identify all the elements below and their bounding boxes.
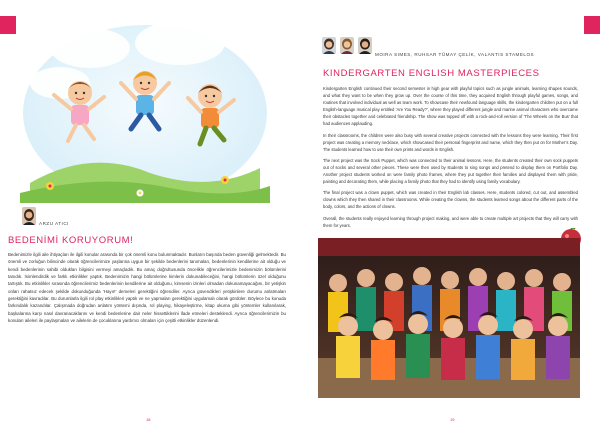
page-number: 18 xyxy=(146,417,151,422)
page-title: BEDENİMİ KORUYORUM! xyxy=(8,235,134,246)
author-name: ARZU ATICI xyxy=(39,221,69,226)
paragraph: Kindergarten English continued their second semester in high gear with playful topics such as jungle animals, learning shapes sounds, and what they want to be when they grow up. Over the course of this time, they acquired English through playful games, songs, and routines that involved individual as well as team work. To showcase their newfound language skills, the kindergarten children put on a full English-language musical play entitled ‘Are You Ready?’, where they played different jungle and marine animal characters who overcame their obstacles together and celebrated friendship. The show was topped off with a rock-and-roll version of ‘The Wheels on the Bus’ that had audiences applauding. xyxy=(323,86,578,127)
article-body xyxy=(323,85,578,233)
class-photo xyxy=(318,238,580,398)
authors: MOIRA SIMES, RUHSAR TÜMAY ÇELİK, VALANTIS STAMELOS xyxy=(375,52,535,57)
children-jumping-illustration xyxy=(20,8,270,203)
author-photo-3 xyxy=(358,37,372,54)
article-body: Bedenimizle ilgili aile ihtiyaçları ile ilgili konular arasında bir çok önemli konu bulunmaktadır. Bunların başında beden güvenliği gelmektedir. Bu önemli ve zorluğun bilincinde olarak öğrencilerimize yaşlarına uygun bir şekilde bedenlerini tanımaları, bedenlerinin kendilerine ait olduğu ve kendi bedenlerinin sahibi oldukları bilgisini vermeyi amaçladık. Bu amaç doğrultusunda öncelikle öğrencilerimizle bedenimizin bölümlerini tanıdık. İsimlendirdik ve farklı etkinlikler yaptık. Bedenimizin hangi bölümlerine kimlerin dokunabileceğini, hangi bölümlerin özel olduğunu tartıştık. Bu etkinlikler sırasında öğrencilerimiz bedenlerinin kendilerine ait olduğunu, kimsenin izinleri olmadan dokunamayacağını, bir yetişkin onları rahatsız edecek şekilde dokunduğunda ‘Hayır!’ demeleri gerektiğini öğrendiler. Ayrıca güvendikleri yetişkinlere durumu anlatmaları gerektiğini kavradılar. Bu durumlarla ilgili rol play etkinlikleri yaptık ve ne yapmaları gerektiğini uygulamalı olarak gördüler. Böylece bu konuda farkındalık kazandılar. Çalışmada doğrudan anlatım yöntemi dışında, rol playing, hikayeleştirme, kitap okuma gibi yöntemler kullanılarak, başkalarına karşı nasıl davranacaklarını ve kendi bedenlerine dair neler hissettiklerini ifade etmeleri desteklendi. Ayrıca öğrencilerimizin bu konuları aileleri ile paylaşmaları ve ailelerin de çocuklarına yardımcı olmaları için çeşitli etkinlikler düzenlendi. xyxy=(8,252,286,324)
author-photo-1 xyxy=(322,37,336,54)
paragraph: The final project was a clown puppet, which was created in their English lab classes. Here, students colored, cut out, and assembled clowns which they then shared in their classrooms. While creating the clowns, the students learned songs about the different parts of the body, colors, and the actions of clowns. xyxy=(323,190,578,210)
page-title: KINDERGARTEN ENGLISH MASTERPIECES xyxy=(323,68,540,79)
paragraph: In their classrooms, the children were also busy with several creative projects connected with the lessons they were learning. Their first project was creating a memory necklace, which showcased their personal fingerprint and name, which they then put on for Mother’s Day. The students learned how to use their own prints and words in English. xyxy=(323,132,578,152)
paragraph: The next project was the Sock Puppet, which was connected to their animal lessons. Here, the students created their own sock puppets out of socks and several other pieces. These were then used by students to sing songs and pretend to display them on Portfolio Day. Another project students worked on were family photo frames, where they put together their families and displayed them with pride, painting and decorating them, while placing a family photo that they had to identify using family vocabulary. xyxy=(323,157,578,185)
page-number: 19 xyxy=(450,417,455,422)
author-photo-2 xyxy=(340,37,354,54)
corner-accent-right xyxy=(584,16,600,34)
corner-accent-left xyxy=(0,16,16,34)
paragraph: Overall, the students really enjoyed learning through project making, and were able to create multiple art projects that they will carry with them for years. xyxy=(323,215,578,228)
author-photo xyxy=(22,207,36,225)
